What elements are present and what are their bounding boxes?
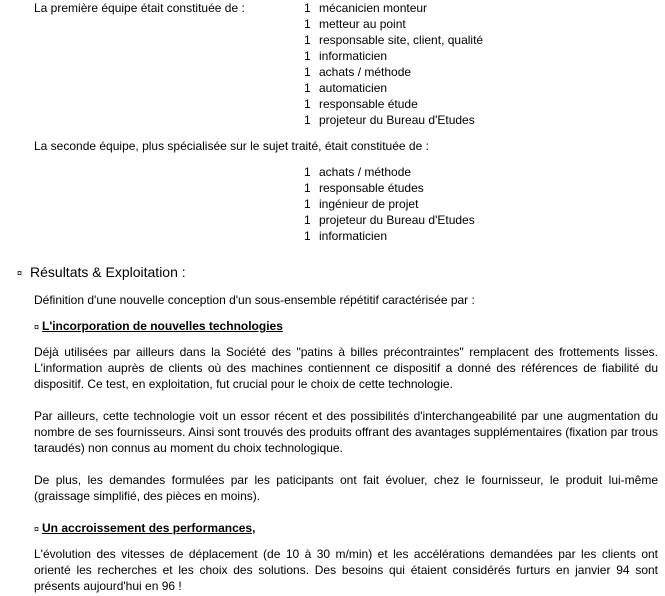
member-count: 1 [304,229,311,243]
results-heading-text: Résultats & Exploitation : [30,264,186,280]
sub2-heading [34,520,255,537]
member-role: mécanicien monteur [319,1,428,15]
member-role: achats / méthode [319,165,412,179]
member-role: ingénieur de projet [319,197,419,211]
currency-bullet-icon: ¤ [34,322,40,332]
sub1-paragraph-3: De plus, les demandes formulées par les paticipants ont fait évoluer, chez le fournisseur, le produit lui-même (graissage simplifié, des pièces en moins). [34,473,658,503]
member-role: informaticien [319,49,388,63]
member-role: responsable site, client, qualité [319,33,484,47]
member-count: 1 [304,197,311,211]
member-count: 1 [304,81,311,95]
member-count: 1 [304,181,311,195]
team2-intro: La seconde équipe, plus spécialisée sur le sujet traité, était constituée de : [34,139,429,153]
member-count: 1 [304,33,311,47]
member-role: projeteur du Bureau d'Etudes [319,113,475,127]
sub2-title: Un accroissement des performances, [42,521,256,535]
member-role: informaticien [319,229,388,243]
member-count: 1 [304,213,311,227]
sub1-heading [34,318,283,335]
member-count: 1 [304,165,311,179]
member-role: automaticien [319,81,388,95]
member-count: 1 [304,49,311,63]
results-intro: Définition d'une nouvelle conception d'un sous-ensemble répétitif caractérisée par : [34,293,475,307]
currency-bullet-icon: ¤ [34,524,40,534]
member-count: 1 [304,1,311,15]
member-role: achats / méthode [319,65,412,79]
results-heading [17,263,186,282]
currency-bullet-icon: ¤ [17,268,23,278]
member-count: 1 [304,97,311,111]
member-role: projeteur du Bureau d'Etudes [319,213,475,227]
member-role: metteur au point [319,17,406,31]
member-role: responsable études [319,181,424,195]
sub1-paragraph-1: Déjà utilisées par ailleurs dans la Société des "patins à billes précontraintes" remplacent des frottements lisses. L'information auprès de clients où des machines contiennent ce dispositif a donné des références de fiabilité du dispositif. Ce test, en exploitation, fut crucial pour le choix de cette technologie. [34,345,658,391]
sub1-paragraph-2: Par ailleurs, cette technologie voit un essor récent et des possibilités d'interchangeabilité par une augmentation du nombre de ses fournisseurs. Ainsi sont trouvés des produits offrant des avantages supplémentaires (fixation par trous taraudés) non connus au moment du choix technologique. [34,409,658,455]
member-count: 1 [304,65,311,79]
sub2-paragraph-1: L'évolution des vitesses de déplacement (de 10 à 30 m/min) et les accélérations demandées par les clients ont orienté les recherches et les choix des solutions. Des besoins qui étaient considérés furturs en janvier 94 sont présents aujourd'hui en 96 ! [34,547,658,593]
team1-intro: La première équipe était constituée de : [34,1,245,15]
member-count: 1 [304,17,311,31]
sub1-title: L'incorporation de nouvelles technologies [42,319,283,333]
member-count: 1 [304,113,311,127]
member-role: responsable étude [319,97,418,111]
